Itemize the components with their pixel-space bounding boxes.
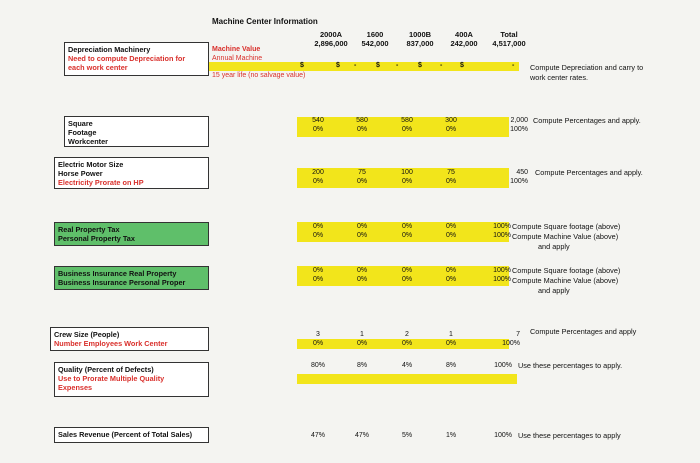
square-footage-box: Square Footage Workcenter [64,116,209,147]
quality-band[interactable] [297,374,517,384]
hp-400a: 75 0% [445,169,457,185]
quality-400a: 8% [445,362,457,369]
quality-1600: 8% [356,362,368,369]
hp-1000b: 100 0% [401,169,413,185]
ins-note: Compute Square footage (above) Compute Machine Value (above) and apply [512,266,621,295]
sqft-total: 2,000 100% [510,117,528,133]
crew-2000a: 3 0% [312,331,324,347]
machine-header-2000a: 2000A 2,896,000 [314,30,348,48]
quality-total: 100% [494,362,512,369]
hp-note: Compute Percentages and apply. [535,168,643,177]
sales-note: Use these percentages to apply [518,431,621,440]
dep-dollar-3: $ [376,62,380,69]
property-tax-box: Real Property Tax Personal Property Tax [54,222,209,246]
sales-1000b: 5% [401,432,413,439]
dep-dollar-4: $ [418,62,422,69]
tax-400a: 0% 0% [445,223,457,239]
machine-header-total: Total 4,517,000 [492,30,526,48]
hp-2000a: 200 0% [312,169,324,185]
sqft-2000a: 540 0% [312,117,324,133]
ins-1000b: 0% 0% [401,267,413,283]
tax-2000a: 0% 0% [312,223,324,239]
ins-2000a: 0% 0% [312,267,324,283]
quality-note: Use these percentages to apply. [518,361,623,370]
crew-400a: 1 0% [445,331,457,347]
hp-total: 450 100% [510,169,528,185]
sqft-400a: 300 0% [445,117,457,133]
page-title: Machine Center Information [212,17,318,26]
crew-total: 7 100% [502,331,520,347]
dep-dollar-1: $ [300,62,304,69]
dep-dollar-5: $ [460,62,464,69]
sales-total: 100% [494,432,512,439]
electric-motor-box: Electric Motor Size Horse Power Electricity Prorate on HP [54,157,209,189]
dep-dash-5: - [512,62,515,69]
tax-1000b: 0% 0% [401,223,413,239]
crew-note: Compute Percentages and apply [530,327,637,336]
dep-dash-2: - [354,62,357,69]
sales-revenue-box: Sales Revenue (Percent of Total Sales) [54,427,209,443]
ins-total: 100% 100% [493,267,511,283]
sqft-1600: 580 0% [356,117,368,133]
sales-400a: 1% [445,432,457,439]
sqft-1000b: 580 0% [401,117,413,133]
crew-1600: 1 0% [356,331,368,347]
depreciation-note: Compute Depreciation and carry to work center rates. [530,63,644,82]
sales-1600: 47% [354,432,369,439]
crew-1000b: 2 0% [401,331,413,347]
dep-dash-3: - [396,62,399,69]
hp-1600: 75 0% [356,169,368,185]
ins-400a: 0% 0% [445,267,457,283]
tax-1600: 0% 0% [356,223,368,239]
machine-header-400a: 400A 242,000 [450,30,478,48]
insurance-box: Business Insurance Real Property Business Insurance Personal Proper [54,266,209,290]
quality-box: Quality (Percent of Defects) Use to Prorate Multiple Quality Expenses [54,362,209,397]
machine-value-labels: Machine Value Annual Machine 15 year life (no salvage value) [212,46,306,79]
dep-dollar-2: $ [336,62,340,69]
crew-size-box: Crew Size (People) Number Employees Work Center [50,327,209,351]
quality-2000a: 80% [310,362,325,369]
tax-note: Compute Square footage (above) Compute Machine Value (above) and apply [512,222,621,251]
quality-1000b: 4% [401,362,413,369]
sales-2000a: 47% [310,432,325,439]
ins-1600: 0% 0% [356,267,368,283]
depreciation-input-band[interactable] [209,62,519,71]
dep-dash-4: - [440,62,443,69]
depreciation-label-box: Depreciation Machinery Need to compute Depreciation for each work center [64,42,209,76]
machine-header-1600: 1600 542,000 [361,30,389,48]
machine-header-1000b: 1000B 837,000 [406,30,434,48]
sqft-note: Compute Percentages and apply. [533,116,641,125]
tax-total: 100% 100% [493,223,511,239]
